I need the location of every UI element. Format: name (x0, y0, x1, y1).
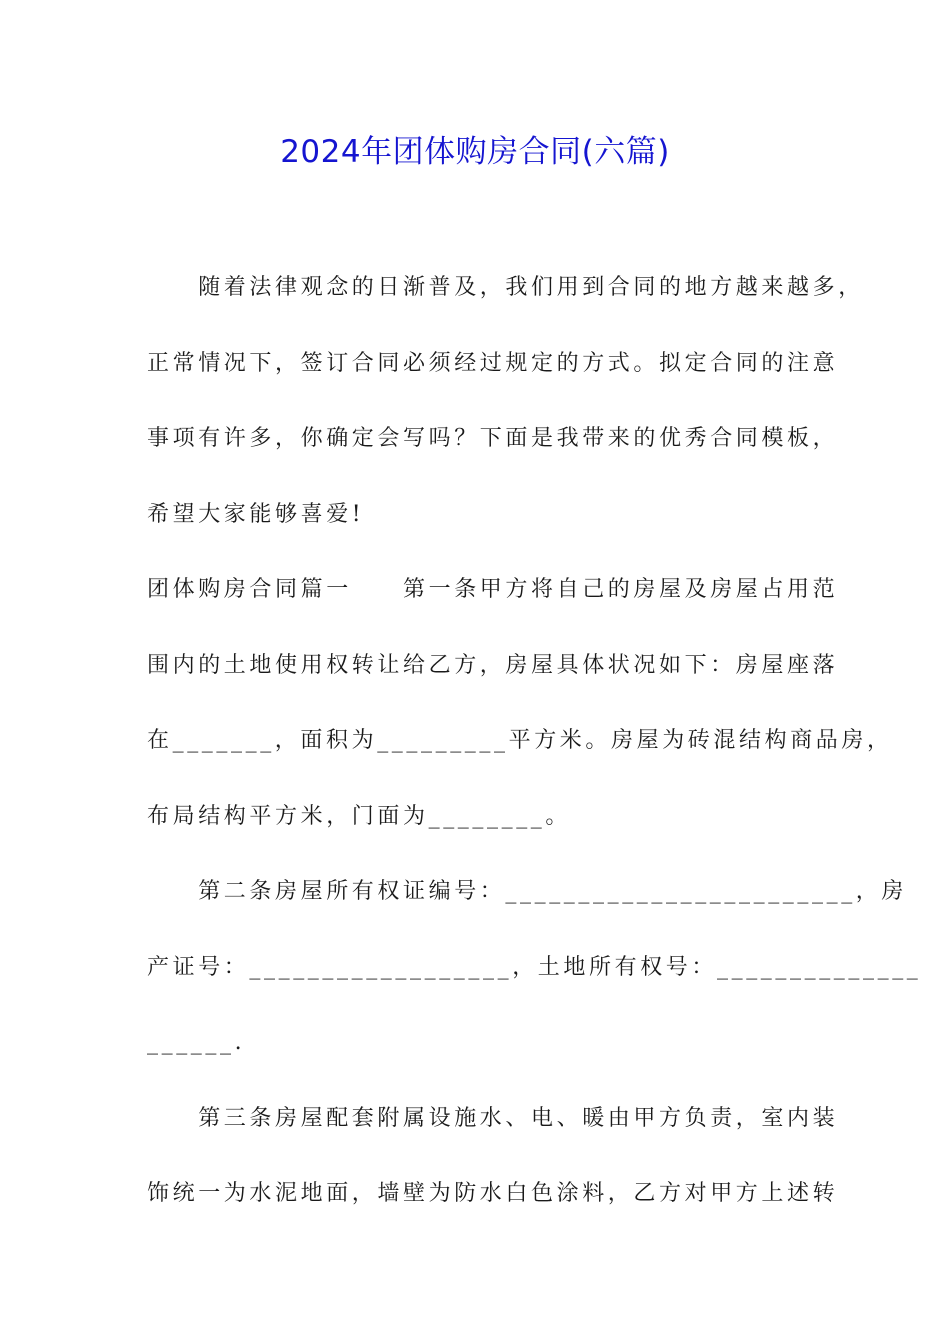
body-line-11: ______. (147, 1030, 246, 1055)
document-body (147, 250, 922, 1232)
body-line-3: 事项有许多，你确定会写吗？下面是我带来的优秀合同模板， (147, 426, 839, 451)
body-line-6: 围内的土地使用权转让给乙方，房屋具体状况如下：房屋座落 (147, 652, 839, 678)
body-line-5: 团体购房合同篇一 第一条甲方将自己的房屋及房屋占用范 (147, 577, 839, 602)
body-line-12: 第三条房屋配套附属设施水、电、暖由甲方负责，室内装 (147, 1105, 839, 1131)
body-line-10: 产证号：__________________，土地所有权号：______________ (147, 954, 922, 980)
body-line-13: 饰统一为水泥地面，墙壁为防水白色涂料，乙方对甲方上述转 (147, 1181, 839, 1206)
body-line-2: 正常情况下，签订合同必须经过规定的方式。拟定合同的注意 (147, 350, 839, 376)
body-line-1: 随着法律观念的日渐普及，我们用到合同的地方越来越多， (147, 275, 864, 300)
body-line-9: 第二条房屋所有权证编号：________________________，房 (147, 879, 908, 904)
body-line-8: 布局结构平方米，门面为________。 (147, 803, 572, 829)
body-line-7: 在_______，面积为_________平方米。房屋为砖混结构商品房， (147, 728, 893, 753)
document-title: 2024年团体购房合同(六篇) (280, 134, 670, 170)
body-line-4: 希望大家能够喜爱! (147, 501, 365, 527)
